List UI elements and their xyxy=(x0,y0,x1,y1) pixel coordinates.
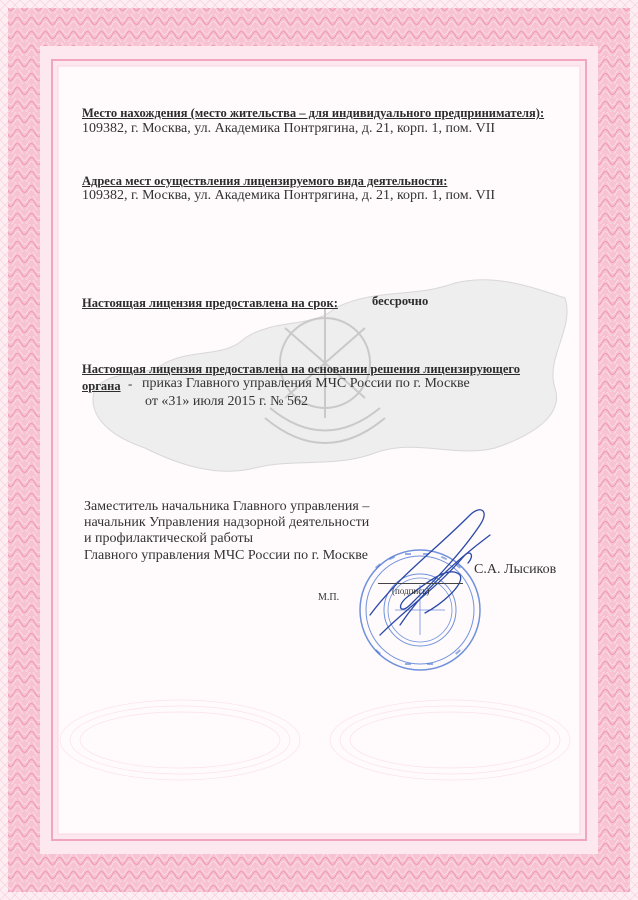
activity-address-value: 109382, г. Москва, ул. Академика Понтрягина, д. 21, корп. 1, пом. VII xyxy=(82,188,496,203)
signatory-line1: Заместитель начальника Главного управления – xyxy=(84,499,370,514)
signature-line xyxy=(378,583,463,584)
signatory-name: С.А. Лысиков xyxy=(474,562,557,577)
basis-value-line2: от «31» июля 2015 г. № 562 xyxy=(145,394,308,409)
basis-label-line2: органа xyxy=(82,379,121,393)
location-value: 109382, г. Москва, ул. Академика Понтрягина, д. 21, корп. 1, пом. VII xyxy=(82,121,496,136)
basis-value-line1: приказ Главного управления МЧС России по г. Москве xyxy=(142,376,470,391)
signatory-line2: начальник Управления надзорной деятельности xyxy=(84,515,370,530)
basis-label-line1: Настоящая лицензия предоставлена на основании решения лицензирующего xyxy=(82,362,521,376)
term-value: бессрочно xyxy=(372,294,429,308)
signatory-line3: и профилактической работы xyxy=(84,531,254,546)
basis-dash: - xyxy=(128,376,133,391)
term-label: Настоящая лицензия предоставлена на срок: xyxy=(82,296,338,310)
signature-caption: (подпись) xyxy=(392,586,430,596)
seal-place-label: М.П. xyxy=(318,592,340,603)
location-label: Место нахождения (место жительства – для индивидуального предпринимателя): xyxy=(82,106,545,120)
signatory-line4: Главного управления МЧС России по г. Москве xyxy=(84,548,368,563)
activity-address-label: Адреса мест осуществления лицензируемого вида деятельности: xyxy=(82,174,448,188)
